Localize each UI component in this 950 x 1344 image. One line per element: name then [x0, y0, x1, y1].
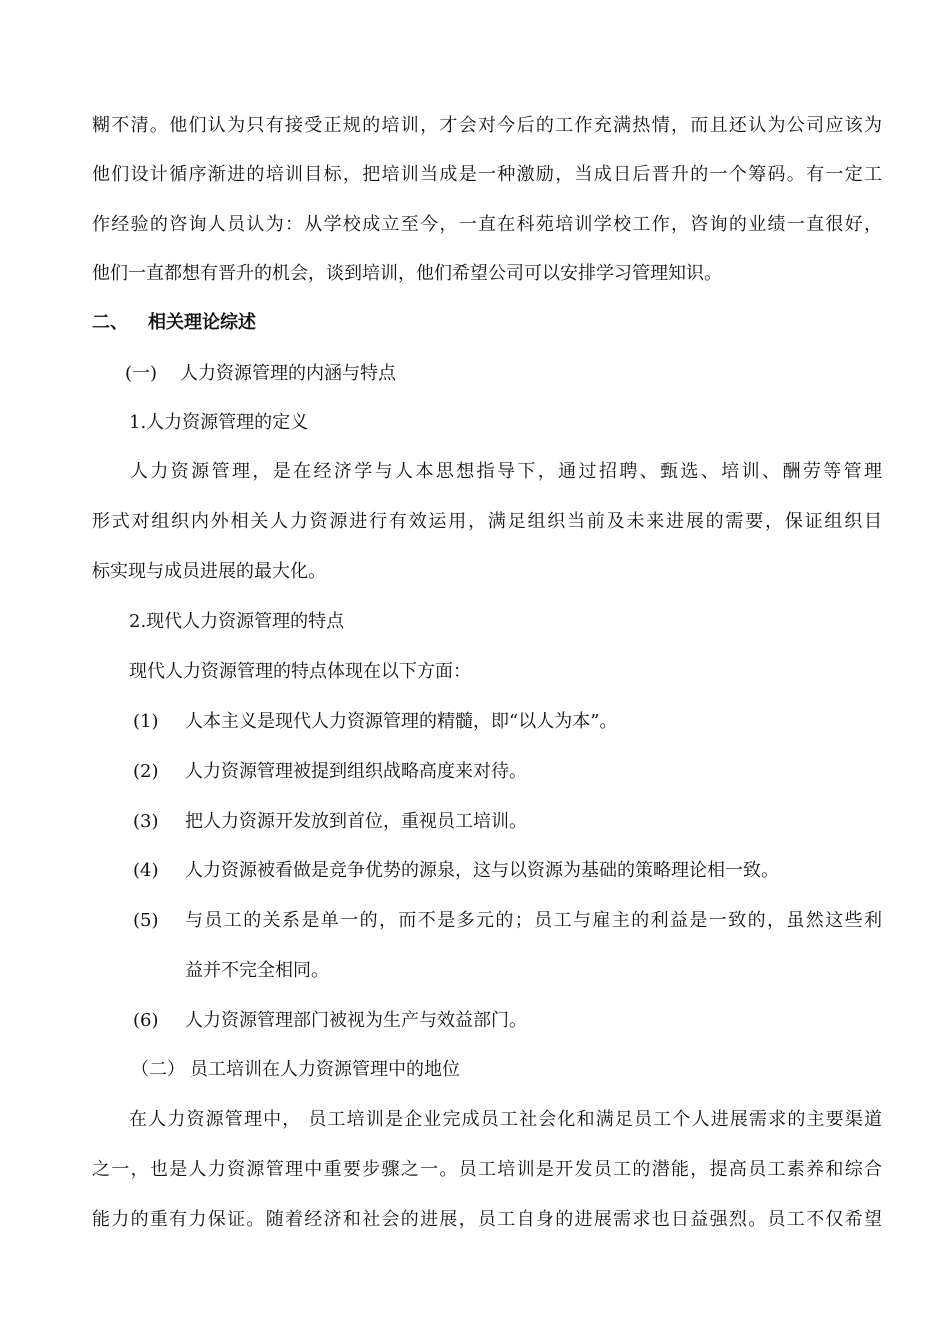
paragraph-line: 人力资源管理，是在经济学与人本思想指导下，通过招聘、甄选、培训、酬劳等管理 — [130, 461, 882, 482]
list-item-text: 把人力资源开发放到首位，重视员工培训。 — [185, 811, 527, 832]
section-number: 二、 — [92, 312, 128, 333]
list-item-text: 人本主义是现代人力资源管理的精髓，即“以人为本”。 — [185, 711, 618, 732]
paragraph-line: 之一，也是人力资源管理中重要步骤之一。员工培训是开发员工的潜能，提高员工素养和综合 — [92, 1159, 882, 1180]
list-item-number: (4) — [133, 860, 159, 881]
point-title: 2.现代人力资源管理的特点 — [129, 611, 345, 632]
list-item-number: (2) — [133, 761, 159, 782]
subsection-number: (一) — [125, 363, 158, 384]
paragraph-line: 在人力资源管理中， 员工培训是企业完成员工社会化和满足员工个人进展需求的主要渠道 — [129, 1109, 882, 1130]
list-item-text: 人力资源被看做是竞争优势的源泉，这与以资源为基础的策略理论相一致。 — [185, 860, 779, 881]
list-item-text: 与员工的关系是单一的，而不是多元的；员工与雇主的利益是一致的，虽然这些利 — [185, 910, 882, 931]
section-title: 相关理论综述 — [148, 312, 256, 333]
paragraph-line: 形式对组织内外相关人力资源进行有效运用，满足组织当前及未来进展的需要，保证组织目 — [92, 511, 882, 532]
paragraph-line: 他们设计循序渐进的培训目标，把培训当成是一种激励，当成日后晋升的一个筹码。有一定工 — [92, 164, 882, 185]
paragraph-line: 他们一直都想有晋升的机会，谈到培训，他们希望公司可以安排学习管理知识。 — [92, 263, 722, 284]
list-item-number: (6) — [133, 1010, 159, 1031]
point-title: 1.人力资源管理的定义 — [129, 412, 309, 433]
subsection-title: 人力资源管理的内涵与特点 — [180, 363, 396, 384]
paragraph-line: 现代人力资源管理的特点体现在以下方面： — [129, 661, 471, 682]
list-item-continuation: 益并不完全相同。 — [185, 960, 329, 981]
subsection-title: 员工培训在人力资源管理中的地位 — [190, 1059, 460, 1080]
paragraph-line: 标实现与成员进展的最大化。 — [92, 561, 326, 582]
list-item-text: 人力资源管理被提到组织战略高度来对待。 — [185, 761, 527, 782]
list-item-number: (1) — [133, 711, 159, 732]
list-item-text: 人力资源管理部门被视为生产与效益部门。 — [185, 1010, 527, 1031]
list-item-number: (3) — [133, 811, 159, 832]
subsection-number: （二） — [131, 1059, 185, 1080]
paragraph-line: 糊不清。他们认为只有接受正规的培训，才会对今后的工作充满热情，而且还认为公司应该为 — [92, 115, 882, 136]
list-item-number: (5) — [133, 910, 159, 931]
paragraph-line: 作经验的咨询人员认为：从学校成立至今，一直在科苑培训学校工作，咨询的业绩一直很好， — [92, 214, 882, 235]
paragraph-line: 能力的重有力保证。随着经济和社会的进展，员工自身的进展需求也日益强烈。员工不仅希望 — [92, 1209, 882, 1230]
